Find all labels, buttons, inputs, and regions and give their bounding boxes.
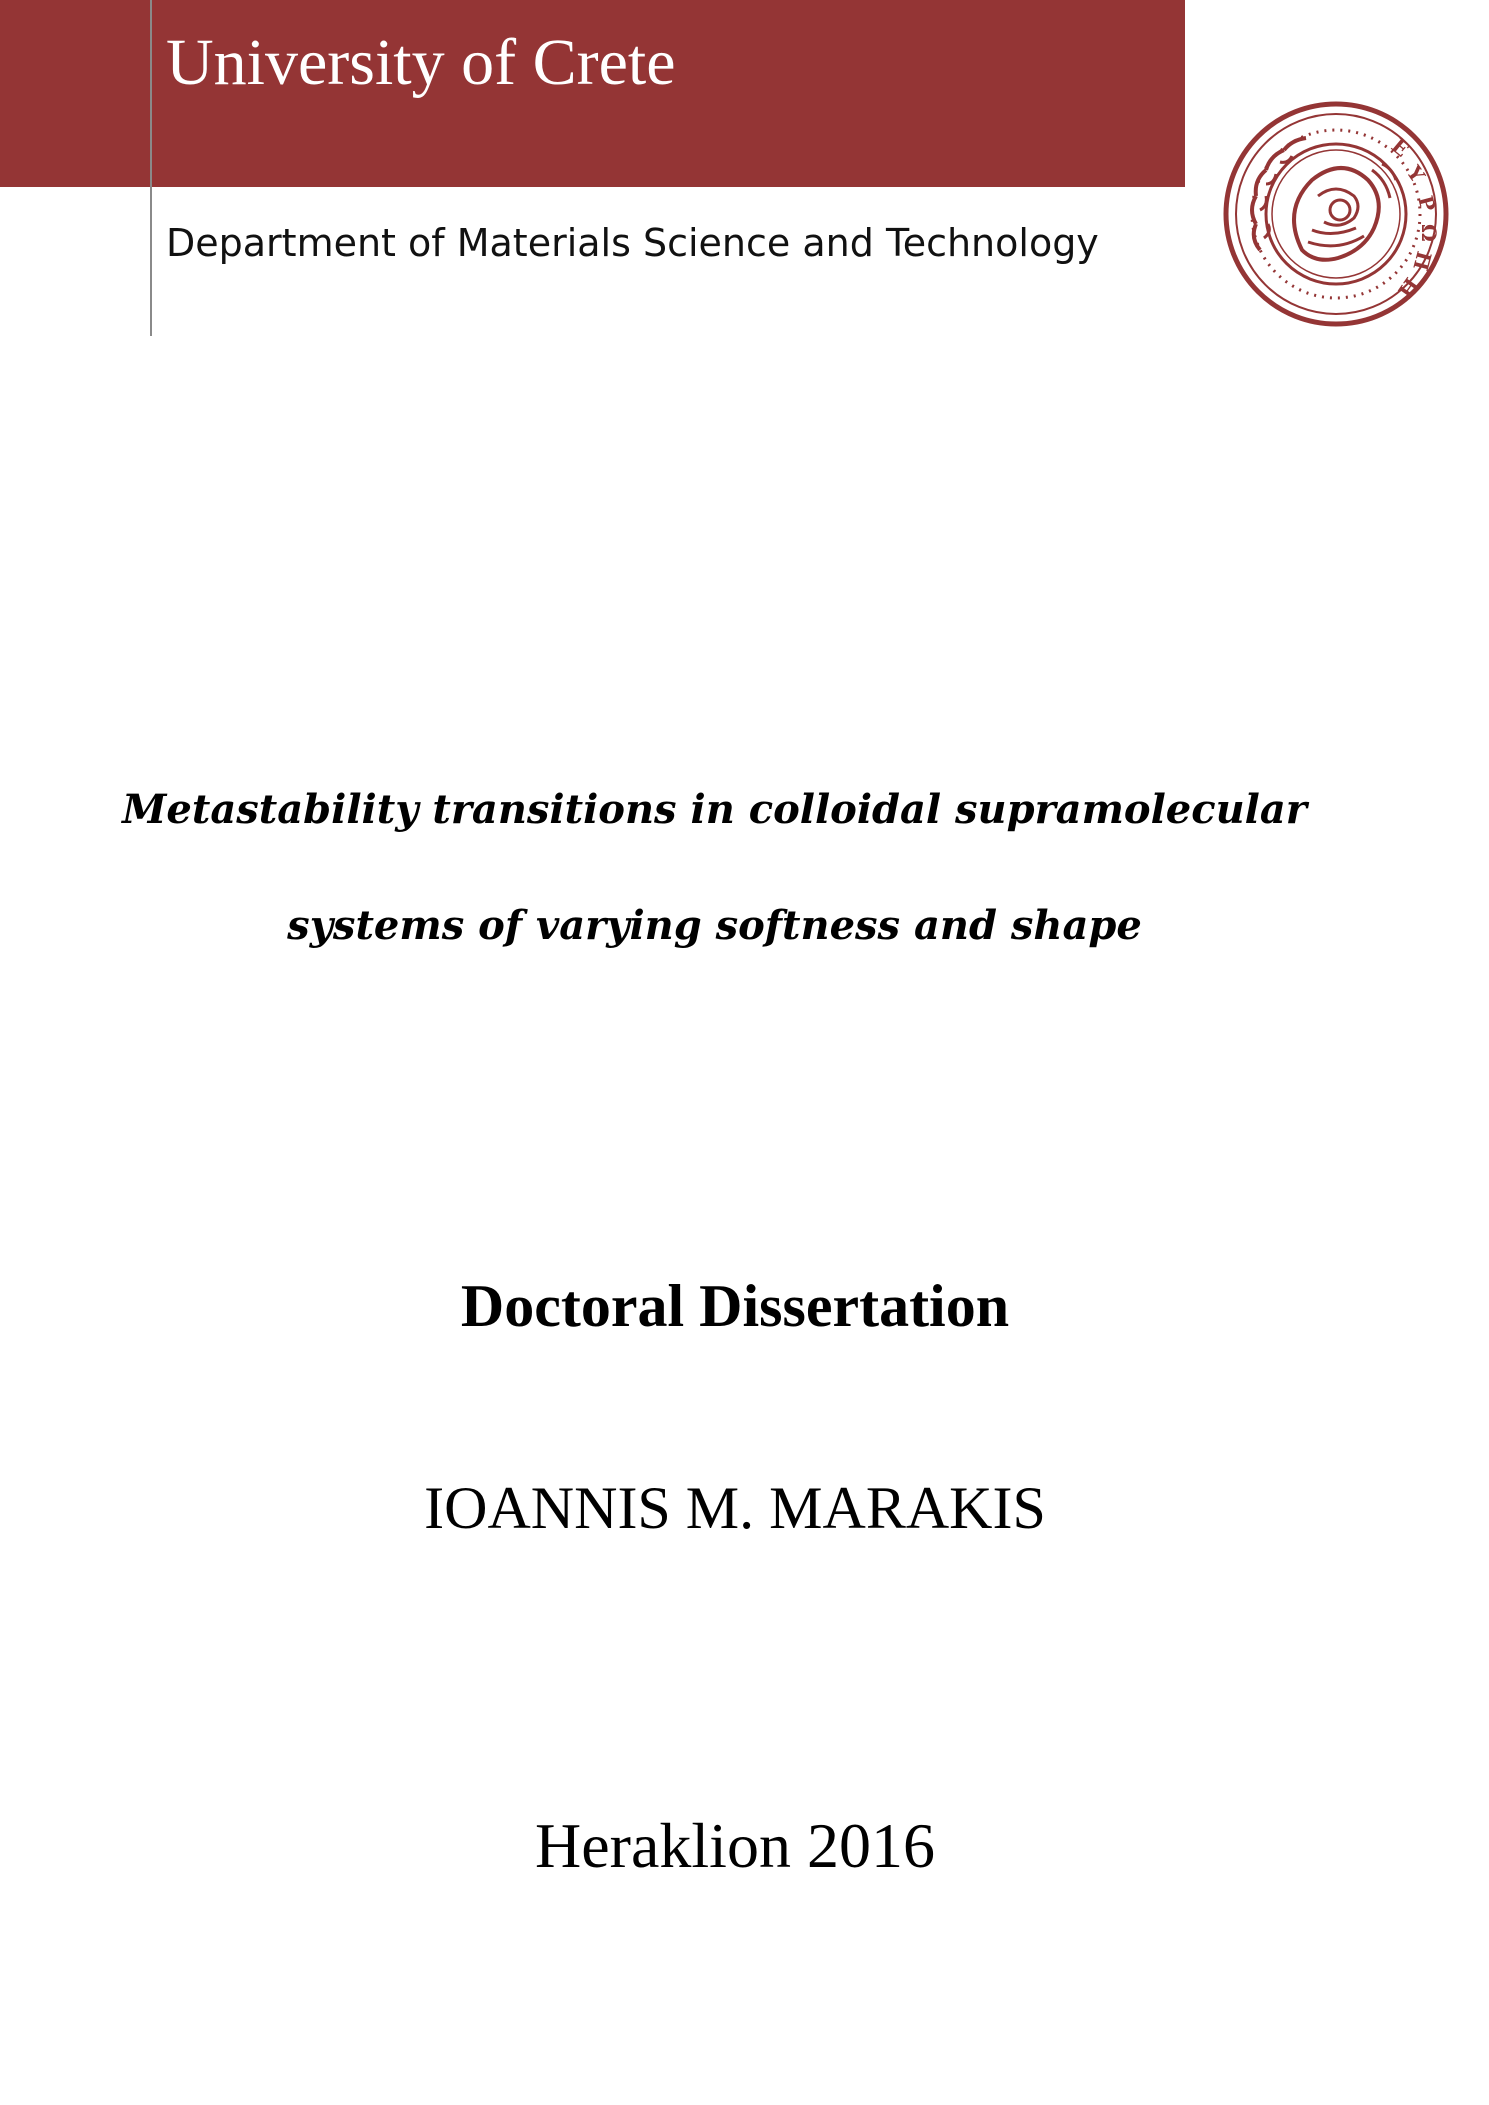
thesis-title-line-1: Metastability transitions in colloidal supramolecular xyxy=(122,786,1307,833)
university-seal-icon xyxy=(1222,100,1450,328)
author-name: IOANNIS M. MARAKIS xyxy=(424,1475,1046,1541)
svg-text:Υ: Υ xyxy=(1401,161,1430,187)
university-name: University of Crete xyxy=(166,26,676,99)
header-banner xyxy=(0,0,1185,187)
svg-text:Ρ: Ρ xyxy=(1413,193,1441,214)
svg-text:Ε: Ε xyxy=(1386,133,1414,162)
header-divider-line xyxy=(150,0,152,336)
svg-text:Η: Η xyxy=(1393,273,1424,303)
thesis-title-line-2: systems of varying softness and shape xyxy=(287,902,1142,949)
svg-text:Ω: Ω xyxy=(1417,224,1441,242)
svg-text:Π: Π xyxy=(1408,248,1437,274)
document-type: Doctoral Dissertation xyxy=(460,1273,1010,1339)
place-and-year: Heraklion 2016 xyxy=(535,1810,935,1881)
department-name: Department of Materials Science and Technology xyxy=(166,221,1099,265)
